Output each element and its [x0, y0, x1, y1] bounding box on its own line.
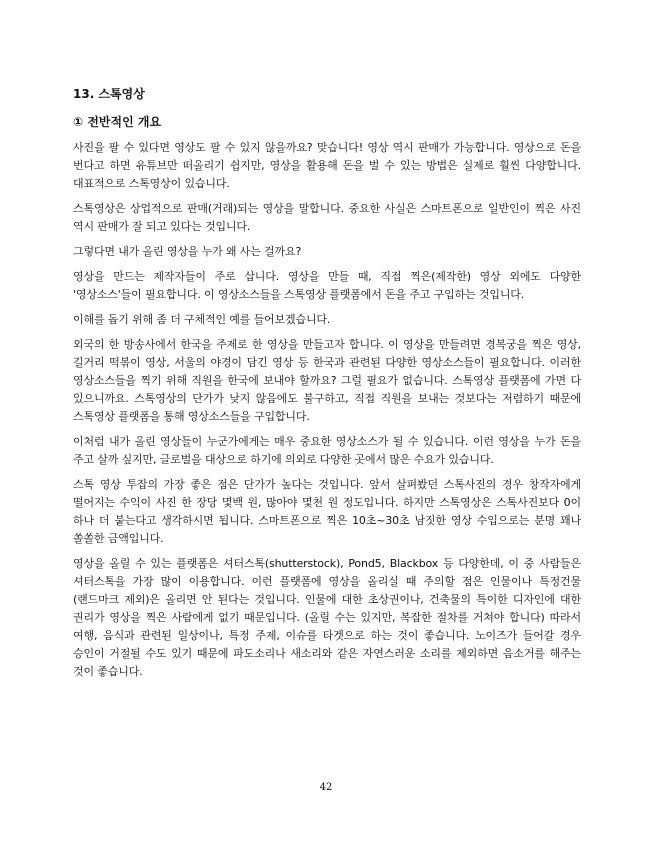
paragraph: 그렇다면 내가 올린 영상을 누가 왜 사는 걸까요? [73, 245, 302, 258]
paragraph: 스톡 영상 투잡의 가장 좋은 점은 단가가 높다는 것입니다. 앞서 살펴봤던 스톡사진의 경우 창작자에게 떨어지는 수익이 사진 한 장당 몇백 원, 많아야 몇천 원 정도입니다. 하지만 스톡영상은 스톡사진보다 0이 하나 더 붙는다고 생각하시면 됩니다. 스마트폰으로 찍은 10초~30초 남짓한 영상 수입으로는 분명 꽤나 쏠쏠한 금액입니다. [73, 478, 581, 545]
subsection-heading: ① 전반적인 개요 [73, 115, 162, 129]
paragraph: 스톡영상은 상업적으로 판매(거래)되는 영상을 말합니다. 중요한 사실은 스마트폰으로 일반인이 찍은 사진 역시 판매가 잘 되고 있다는 것입니다. [73, 202, 581, 233]
paragraph: 영상을 올릴 수 있는 플랫폼은 셔터스톡(shutterstock), Pond5, Blackbox 등 다양한데, 이 중 사람들은 셔터스톡을 가장 많이 이용합니다. 이런 플랫폼에 영상을 올리실 때 주의할 점은 인물이나 특정건물(랜드마크 제외)은 올리면 안 된다는 것입니다. 인물에 대한 초상권이나, 건축물의 특이한 디자인에 대한 권리가 영상을 찍은 사람에게 없기 때문입니다. (올릴 수는 있지만, 복잡한 절차를 거쳐야 합니다) 따라서 여행, 음식과 관련된 일상이나, 특정 주제, 이슈를 타겟으로 하는 것이 좋습니다. 노이즈가 들어갈 경우 승인이 거절될 수도 있기 때문에 파도소리나 새소리와 같은 자연스러운 소리를 제외하면 음소거를 해주는 것이 좋습니다. [73, 557, 581, 678]
paragraph: 외국의 한 방송사에서 한국을 주제로 한 영상을 만들고자 합니다. 이 영상을 만들려면 경복궁을 찍은 영상, 길거리 떡볶이 영상, 서울의 야경이 담긴 영상 등 한국과 관련된 다양한 영상소스들이 필요합니다. 이러한 영상소스들을 찍기 위해 직원을 한국에 보내야 할까요? 그럴 필요가 없습니다. 스톡영상 플랫폼에 가면 다 있으니까요. 스톡영상의 단가가 낮지 않음에도 불구하고, 직접 직원을 보내는 것보다는 저렴하기 때문에 스톡영상 플랫폼을 통해 영상소스들을 구입합니다. [73, 338, 581, 423]
page-number: 42 [319, 782, 333, 793]
paragraph: 영상을 만드는 제작자들이 주로 삽니다. 영상을 만들 때, 직접 찍은(제작한) 영상 외에도 다양한 '영상소스'들이 필요합니다. 이 영상소스들을 스톡영상 플랫폼에서 돈을 주고 구입하는 것입니다. [73, 270, 581, 301]
paragraph: 이해를 돕기 위해 좀 더 구체적인 예를 들어보겠습니다. [73, 313, 331, 326]
paragraph: 이처럼 내가 올린 영상들이 누군가에게는 매우 중요한 영상소스가 될 수 있습니다. 이런 영상을 누가 돈을 주고 살까 싶지만, 글로벌을 대상으로 하기에 의외로 다양한 곳에서 많은 수요가 있습니다. [73, 435, 581, 466]
paragraph: 사진을 팔 수 있다면 영상도 팔 수 있지 않을까요? 맞습니다! 영상 역시 판매가 가능합니다. 영상으로 돈을 번다고 하면 유튜브만 떠올리기 쉽지만, 영상을 활용해 돈을 벌 수 있는 방법은 실제로 훨씬 다양합니다. 대표적으로 스톡영상이 있습니다. [73, 141, 581, 190]
page-content [73, 86, 581, 688]
section-heading: 13. 스톡영상 [73, 87, 145, 101]
